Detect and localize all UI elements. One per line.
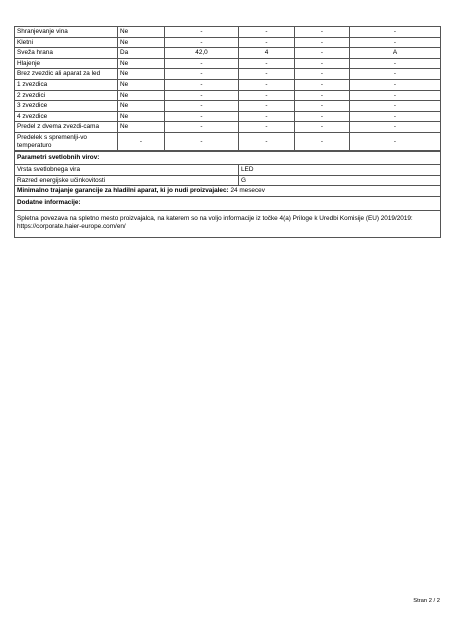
compartment-volume: - <box>165 122 239 133</box>
compartment-temperature: 4 <box>239 48 295 59</box>
compartment-present: Ne <box>118 111 165 122</box>
compartment-present: Ne <box>118 58 165 69</box>
compartment-name: 4 zvezdice <box>15 111 118 122</box>
compartment-volume: - <box>165 79 239 90</box>
compartment-temperature: - <box>239 79 295 90</box>
document-page <box>14 26 440 238</box>
light-source-type-value: LED <box>239 165 441 176</box>
compartment-class: - <box>350 79 441 90</box>
compartment-class: - <box>350 58 441 69</box>
compartment-class: - <box>350 111 441 122</box>
compartment-present: - <box>118 132 165 150</box>
compartment-volume: - <box>165 111 239 122</box>
compartment-volume: - <box>165 69 239 80</box>
compartment-class: - <box>350 90 441 101</box>
compartment-value-4: - <box>295 111 350 122</box>
compartment-class: - <box>350 69 441 80</box>
compartment-value-4: - <box>295 90 350 101</box>
page-number: Stran 2 / 2 <box>413 598 440 604</box>
compartment-value-4: - <box>295 48 350 59</box>
compartment-temperature: - <box>239 58 295 69</box>
table-row <box>15 111 441 122</box>
compartment-temperature: - <box>239 90 295 101</box>
compartment-present: Ne <box>118 90 165 101</box>
compartment-name: Sveža hrana <box>15 48 118 59</box>
compartment-value-4: - <box>295 79 350 90</box>
light-sources-heading: Parametri svetlobnih virov: <box>15 151 441 165</box>
table-row <box>15 69 441 80</box>
compartment-name: 2 zvezdici <box>15 90 118 101</box>
compartment-temperature: - <box>239 122 295 133</box>
compartment-name: Predelek s spremenlji-vo temperaturo <box>15 132 118 150</box>
compartment-present: Da <box>118 48 165 59</box>
compartment-name: Hlajenje <box>15 58 118 69</box>
light-source-type-label: Vrsta svetlobnega vira <box>15 165 239 176</box>
compartments-table <box>14 26 441 151</box>
table-row <box>15 132 441 150</box>
compartment-name: Kletni <box>15 37 118 48</box>
additional-info-text: Spletna povezava na spletno mesto proizvajalca, na katerem so na voljo informacije iz točke 4(a) Priloge k Uredbi Komisije (EU) 2019/2019: https://corporate.haier-europe.com/en/ <box>15 210 441 238</box>
additional-info-heading: Dodatne informacije: <box>15 196 441 210</box>
warranty-label: Minimalno trajanje garancije za hladilni aparat, ki jo nudi proizvajalec: <box>17 187 229 195</box>
table-row <box>15 122 441 133</box>
compartment-present: Ne <box>118 27 165 38</box>
compartment-temperature: - <box>239 132 295 150</box>
table-row <box>15 90 441 101</box>
compartment-class: A <box>350 48 441 59</box>
compartment-temperature: - <box>239 37 295 48</box>
compartment-name: 3 zvezdice <box>15 101 118 112</box>
compartment-value-4: - <box>295 69 350 80</box>
table-row <box>15 27 441 38</box>
compartments-table-body <box>15 27 441 151</box>
compartment-present: Ne <box>118 101 165 112</box>
compartment-class: - <box>350 37 441 48</box>
compartment-temperature: - <box>239 27 295 38</box>
compartment-volume: - <box>165 101 239 112</box>
compartment-present: Ne <box>118 69 165 80</box>
light-sources-table <box>14 151 441 239</box>
compartment-name: Shranjevanje vina <box>15 27 118 38</box>
compartment-volume: - <box>165 132 239 150</box>
compartment-class: - <box>350 27 441 38</box>
compartment-present: Ne <box>118 122 165 133</box>
compartment-volume: 42,0 <box>165 48 239 59</box>
warranty-value: 24 mesecev <box>230 187 265 195</box>
compartment-volume: - <box>165 27 239 38</box>
compartment-name: 1 zvezdica <box>15 79 118 90</box>
compartment-value-4: - <box>295 58 350 69</box>
compartment-value-4: - <box>295 132 350 150</box>
compartment-present: Ne <box>118 37 165 48</box>
table-row <box>15 37 441 48</box>
table-row <box>15 58 441 69</box>
compartment-present: Ne <box>118 79 165 90</box>
warranty-row <box>15 186 441 197</box>
compartment-class: - <box>350 132 441 150</box>
compartment-temperature: - <box>239 69 295 80</box>
energy-class-label: Razred energijske učinkovitosti <box>15 175 239 186</box>
table-row <box>15 101 441 112</box>
compartment-volume: - <box>165 58 239 69</box>
compartment-name: Brez zvezdic ali aparat za led <box>15 69 118 80</box>
compartment-value-4: - <box>295 101 350 112</box>
compartment-temperature: - <box>239 101 295 112</box>
compartment-class: - <box>350 122 441 133</box>
table-row <box>15 48 441 59</box>
compartment-value-4: - <box>295 122 350 133</box>
compartment-volume: - <box>165 90 239 101</box>
energy-class-value: G <box>239 175 441 186</box>
compartment-class: - <box>350 101 441 112</box>
compartment-volume: - <box>165 37 239 48</box>
compartment-value-4: - <box>295 37 350 48</box>
compartment-value-4: - <box>295 27 350 38</box>
table-row <box>15 79 441 90</box>
compartment-name: Predel z dvema zvezdi-cama <box>15 122 118 133</box>
compartment-temperature: - <box>239 111 295 122</box>
